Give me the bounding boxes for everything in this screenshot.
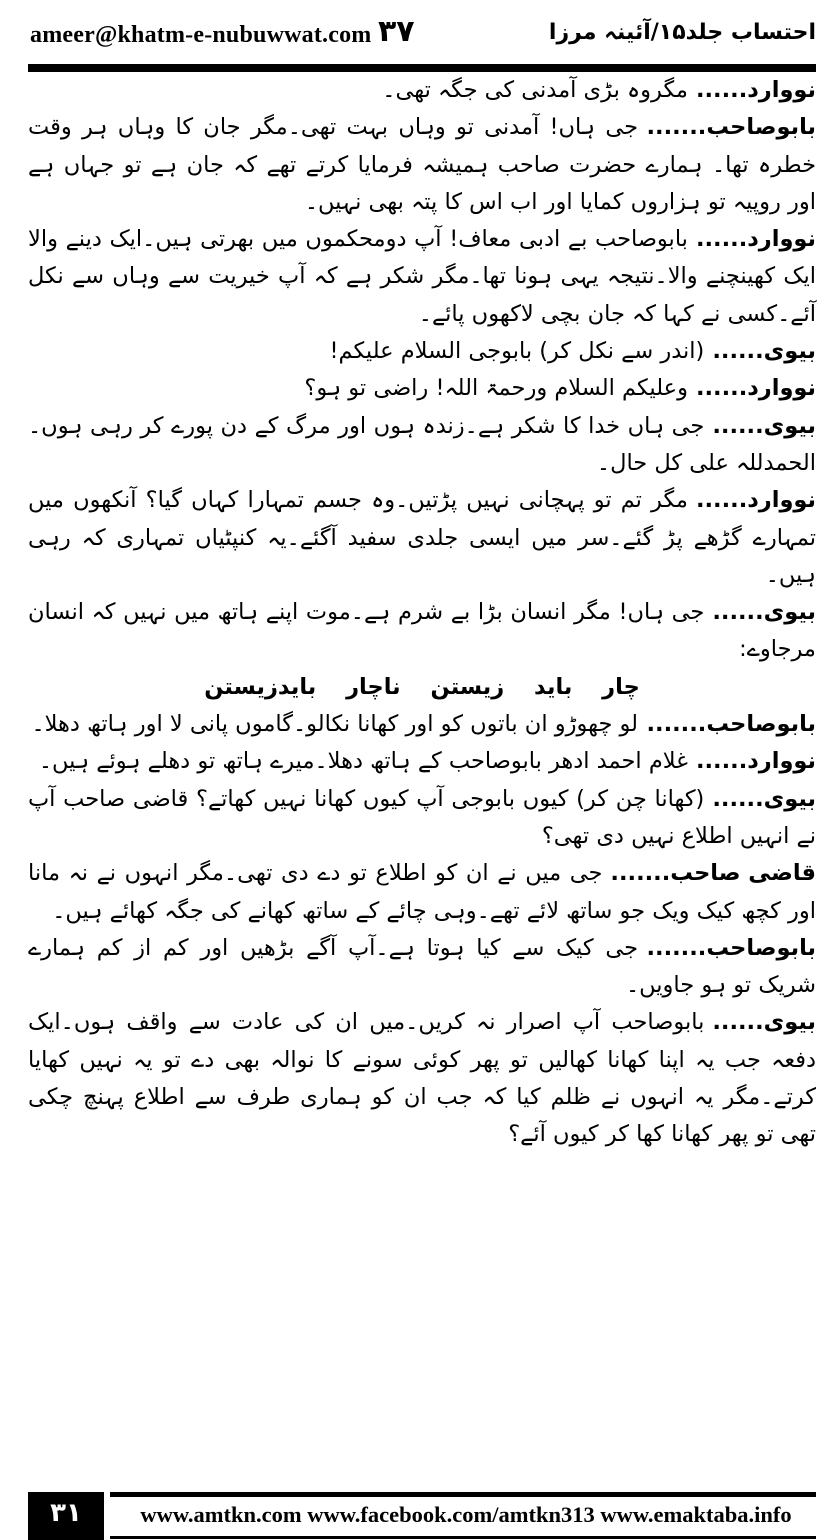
page-header xyxy=(0,0,840,64)
dialogue-line xyxy=(28,594,816,669)
speaker-label: بابوصاحب....... xyxy=(646,114,816,141)
footer-page-number: ۳۱ xyxy=(50,1498,82,1528)
dialogue-line xyxy=(28,370,816,407)
dialogue-text: جی ہاں! آمدنی تو وہاں بہت تھی۔مگر جان کا وہاں ہر وقت خطرہ تھا۔ ہمارے حضرت صاحب ہمیشہ فرمایا کرتے تھے کہ جان ہے تو جہاں ہے اور روپیہ تو ہزاروں کمایا اور اب اس کا پتہ بھی نہیں۔ xyxy=(28,114,816,215)
dialogue-line xyxy=(28,781,816,856)
footer-rule xyxy=(110,1492,816,1497)
dialogue-line xyxy=(28,109,816,221)
speaker-label: نووارد...... xyxy=(695,226,816,253)
footer-rule xyxy=(110,1536,816,1539)
speaker-label: بیوی...... xyxy=(712,599,816,626)
dialogue-line xyxy=(28,706,816,743)
header-page-number: ۳۷ xyxy=(378,14,415,49)
dialogue-line xyxy=(28,482,816,594)
dialogue-line xyxy=(28,72,816,109)
dialogue-text: جی میں نے ان کو اطلاع تو دے دی تھی۔مگر انہوں نے نہ مانا اور کچھ کیک ویک جو ساتھ لائے تھے۔وہی چائے کے ساتھ کھانے کی جگہ کھائے ہیں۔ xyxy=(28,860,816,924)
dialogue-line xyxy=(28,930,816,1005)
footer-links: www.amtkn.com www.facebook.com/amtkn313 www.emaktaba.info xyxy=(140,1502,792,1527)
dialogue-text: مگر تم تو پہچانی نہیں پڑتیں۔وہ جسم تمہارا کہاں گیا؟ آنکھوں میں تمہارے گڑھے پڑ گئے۔سر میں ایسی جلدی سفید آگئے۔یہ کنپٹیاں تمہاری کہ رہی ہیں۔ xyxy=(28,487,816,588)
dialogue-line xyxy=(28,408,816,483)
dialogue-text: بابوصاحب آپ اصرار نہ کریں۔میں ان کی عادت سے واقف ہوں۔ایک دفعہ جب یہ اپنا کھانا کھالیں تو پھر کوئی سونے کا نوالہ بھی دے تو یہ نہیں کھایا کرتے۔مگر یہ انہوں نے ظلم کیا کہ جب ان کو ہماری طرف سے اطلاع پہنچ چکی تھی تو پھر کھانا کھا کر کیوں آئے؟ xyxy=(28,1009,816,1148)
header-email: ameer@khatm-e-nubuwwat.com xyxy=(30,22,372,48)
dialogue-text: جی ہاں! مگر انسان بڑا بے شرم ہے۔موت اپنے ہاتھ میں نہیں کہ انسان مرجاوے: xyxy=(28,599,816,663)
dialogue-line xyxy=(28,333,816,370)
dialogue-line xyxy=(28,855,816,930)
dialogue-line xyxy=(28,743,816,780)
header-book-title: احتساب جلد۱۵/آئینہ مرزا xyxy=(548,20,816,45)
dialogue-line xyxy=(28,1004,816,1153)
speaker-label: بابوصاحب....... xyxy=(646,711,816,738)
speaker-label: بیوی...... xyxy=(712,338,816,365)
speaker-label: نووارد...... xyxy=(695,487,816,514)
speaker-label: قاضی صاحب....... xyxy=(610,860,816,887)
header-rule xyxy=(28,64,816,72)
page-body xyxy=(28,72,816,1450)
persian-verse: چار باید زیستن ناچار بایدزیستن xyxy=(204,673,640,700)
dialogue-text: لو چھوڑو ان باتوں کو اور کھانا نکالو۔گاموں پانی لا اور ہاتھ دھلا۔ xyxy=(31,711,638,738)
dialogue-text: بابوصاحب بے ادبی معاف! آپ دومحکموں میں بھرتی ہیں۔ایک دینے والا ایک کھینچنے والا۔نتیجہ یہی ہونا تھا۔مگر شکر ہے کہ آپ خیریت سے وہاں سے نکل آئے۔کسی نے کہا کہ جان بچی لاکھوں پائے۔ xyxy=(28,226,816,327)
speaker-label: نووارد...... xyxy=(695,748,816,775)
speaker-label: نووارد...... xyxy=(695,375,816,402)
dialogue-text: وعلیکم السلام ورحمۃ اللہ! راضی تو ہو؟ xyxy=(304,375,688,402)
speaker-label: بابوصاحب....... xyxy=(646,934,816,961)
dialogue-text: جی کیک سے کیا ہوتا ہے۔آپ آگے بڑھیں اور کم از کم ہمارے شریک تو ہو جاویں۔ xyxy=(28,934,816,999)
dialogue-text: غلام احمد ادھر بابوصاحب کے ہاتھ دھلا۔میرے ہاتھ تو دھلے ہوئے ہیں۔ xyxy=(38,748,688,775)
dialogue-text: مگروہ بڑی آمدنی کی جگہ تھی۔ xyxy=(382,77,688,103)
dialogue-line xyxy=(28,221,816,333)
speaker-label: نووارد...... xyxy=(695,77,816,103)
speaker-label: بیوی...... xyxy=(712,1009,816,1036)
speaker-label: بیوی...... xyxy=(712,785,816,812)
dialogue-text: (اندر سے نکل کر) بابوجی السلام علیکم! xyxy=(329,338,705,365)
dialogue-text: جی ہاں خدا کا شکر ہے۔زندہ ہوں اور مرگ کے دن پورے کر رہی ہوں۔الحمدللہ علی کل حال۔ xyxy=(28,412,816,476)
speaker-label: بیوی...... xyxy=(712,412,816,439)
dialogue-text: (کھانا چن کر) کیوں بابوجی آپ کیوں کھانا نہیں کھاتے؟ قاضی صاحب آپ نے انہیں اطلاع نہیں دی تھی؟ xyxy=(28,785,816,849)
